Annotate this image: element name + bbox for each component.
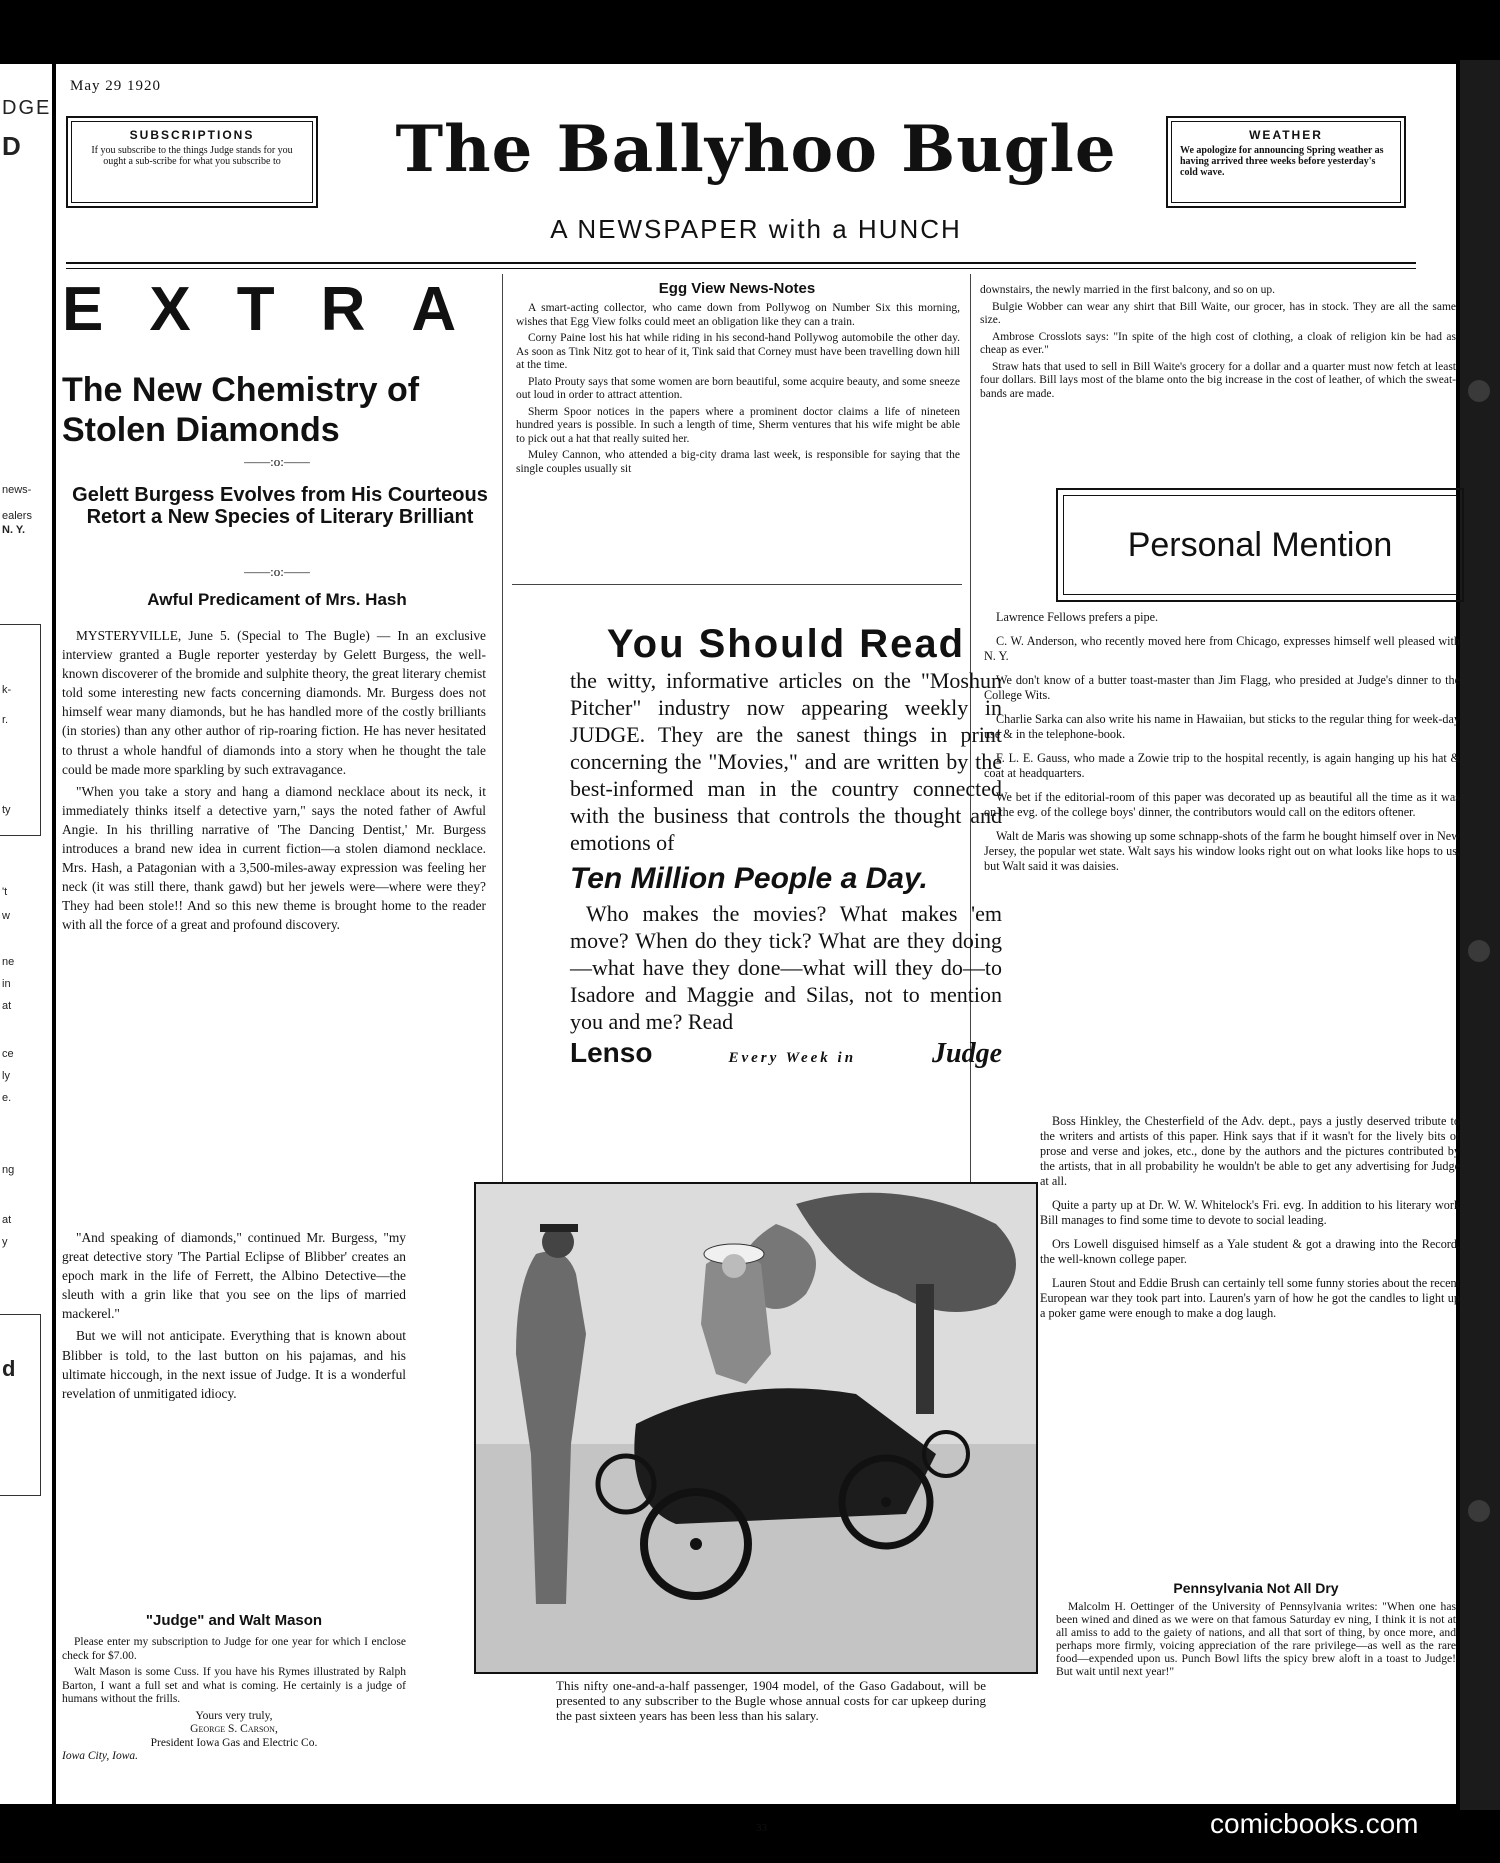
weather-box [1166, 116, 1406, 208]
binding-edge [1460, 60, 1500, 1810]
masthead-rule [66, 262, 1416, 264]
ad-body: the witty, informative articles on the "Moshun Pitcher" industry now appearing weekly in JUDGE. They are the sanest things in print concerning the "Movies," and are written by the best-informed man in the country connected with the business that controls the thought and emotions of [570, 668, 1002, 855]
adjacent-page-edge [0, 64, 52, 1804]
left-fragment: k- [2, 684, 12, 696]
weather-text: We apologize for announcing Spring weather as having arrived three weeks before yesterday's cold wave. [1180, 145, 1384, 178]
left-fragment: ly [2, 1070, 10, 1082]
personal-item: We don't know of a butter toast-master than Jim Flagg, who presided at Judge's dinner to the College Wits. [984, 673, 1460, 702]
weather-heading: WEATHER [1249, 128, 1323, 142]
watermark: comicbooks.com [1210, 1808, 1419, 1839]
subscriptions-box [66, 116, 318, 208]
eggview-paragraph: Sherm Spoor notices in the papers where a prominent doctor claims a life of nineteen hundred years is possible. In such a length of time, Sherm ventures that his wife might be able to pick out a hat that really suited her. [516, 405, 960, 445]
left-fragment: D [2, 131, 21, 161]
eggview-paragraph: Straw hats that used to sell in Bill Waite's grocery for a dollar and a quarter must now fetch at least four dollars. Bill lays most of the blame onto the big increase in the cost of leather, of which the sweat-bands are made. [980, 360, 1456, 400]
eggview-paragraph: A smart-acting collector, who came down from Pollywog on Number Six this morning, wishes that Egg View folks could meet an obligation like they can a train. [516, 302, 960, 328]
eggview-paragraph: Bulgie Wobber can wear any shirt that Bill Waite, our grocer, has in stock. They are all the same size. [980, 300, 1456, 326]
separator: ——:o:—— [244, 564, 310, 579]
letter-heading: "Judge" and Walt Mason [145, 1612, 323, 1629]
eggview-paragraph: downstairs, the newly married in the first balcony, and so on up. [980, 284, 1275, 296]
ad-body-2: Who makes the movies? What makes 'em move? When do they tick? What are they doing—what have they done—what will they do—to Isadore and Maggie and Silas, not to mention you and me? Read [570, 901, 1002, 1034]
left-fragment: DGE [2, 97, 52, 119]
extra-label: EXTRA [62, 275, 503, 344]
masthead-tagline: A NEWSPAPER with a HUNCH [550, 214, 962, 244]
personal-item: Quite a party up at Dr. W. W. Whitelock's Fri. evg. In addition to his literary work Bill manages to find some time to devote to social leading. [1040, 1198, 1460, 1227]
ad-headline: You Should Read [606, 622, 966, 666]
ad-footer-mid: Every Week in [728, 1050, 857, 1066]
automobile-illustration [474, 1182, 1038, 1674]
left-fragment: e. [2, 1092, 12, 1104]
personal-item: Ors Lowell disguised himself as a Yale student & got a drawing into the Record, the well-known college paper. [1040, 1237, 1460, 1266]
binding-ring [1468, 380, 1490, 402]
penn-heading: Pennsylvania Not All Dry [1173, 1580, 1339, 1596]
eggview-heading: Egg View News-Notes [658, 280, 816, 297]
left-fragment: ty [2, 804, 11, 816]
extra-article-cont [62, 1228, 406, 1406]
page-number: 33 [756, 1822, 767, 1834]
personal-mention-items [984, 610, 1460, 883]
ad-footer [570, 1037, 1002, 1070]
ad-footer-name: Lenso [570, 1037, 653, 1068]
separator: ——:o:—— [244, 454, 310, 469]
article-paragraph: "And speaking of diamonds," continued Mr. Burgess, "my great detective story 'The Partial Eclipse of Blibber' creates an epoch mark in the life of Ferrett, the Albino Detective—the sleuth with a grin like that you see on the lips of married mackerel." [62, 1230, 406, 1322]
left-fragment: r. [2, 714, 9, 726]
left-fragment: in [2, 978, 11, 990]
subscriptions-heading: SUBSCRIPTIONS [129, 128, 255, 142]
eggview-paragraph: Corny Paine lost his hat while riding in his second-hand Pollywog automobile the other day. As soon as Tink Nitz got to hear of it, Tink said that Corney must have been travelling down hill at the time. [516, 332, 960, 371]
left-fragment: N. Y. [2, 524, 26, 536]
eggview-paragraph: Plato Prouty says that some women are born beautiful, some acquire beauty, and some sneeze out loud in order to attract attention. [516, 375, 960, 401]
personal-item: Boss Hinkley, the Chesterfield of the Adv. dept., pays a justly deserved tribute to the writers and artists of this paper. Hink says that if it wasn't for the lively bits of prose and verse and jokes, etc., done by the authors and the pictures contributed by the artists, that in all probability he wouldn't be able to get any advertising for Judge at all. [1040, 1114, 1460, 1188]
penn-text: Malcolm H. Oettinger of the University of Pennsylvania writes: "When one has been wined and dined as we were on that famous Saturday ev ning, I think it is not at all amiss to add to the gaiety of nations, and all that sort of thing, by once more, and perhaps more firmly, voicing appreciation of the rare privilege—as well as the rare food—expended upon us. Punch Bowl lifts the spicy brew aloft in a toast to Judge! But wait until next year!" [1056, 1600, 1456, 1678]
letter-title: President Iowa Gas and Electric Co. [150, 1736, 318, 1749]
eggview-paragraph: Ambrose Crosslots says: "In spite of the high cost of clothing, a cloak of religion kin be had as cheap as ever." [980, 330, 1456, 356]
extra-headline: The New Chemistry of Stolen Diamonds [62, 371, 420, 449]
article-paragraph: MYSTERYVILLE, June 5. (Special to The Bugle) — In an exclusive interview granted a Bugle reporter yesterday by Gelett Burgess, the well-known discoverer of the bromide and sulphite theory, the great literary chemist told some interesting new facts concerning diamonds. Mr. Burgess does not himself wear many diamonds, but he has handled more of the costly brilliants (in stories) than any other author of rip-roaring fiction. He has never hesitated to thrust a whole handful of diamonds into a story when he thought the tale could be made more sparkling by such extravagance. [62, 628, 486, 777]
left-fragment: ne [2, 956, 15, 968]
ad-highlight: Ten Million People a Day. [570, 862, 928, 895]
eggview-notes [516, 302, 960, 578]
letter-place: Iowa City, Iowa. [62, 1750, 139, 1762]
left-fragment: w [2, 910, 10, 922]
binding-ring [1468, 1500, 1490, 1522]
letter-paragraph: Walt Mason is some Cuss. If you have his Rymes illustrated by Ralph Barton, I want a full set and what is coming. He certainly is a judge of humans without the frills. [62, 1666, 406, 1705]
letter-closing: Yours very truly, [195, 1709, 273, 1722]
left-fragment: ealers [2, 510, 32, 522]
extra-subhead: Gelett Burgess Evolves from His Courteous Retort a New Species of Literary Brilliant [72, 484, 488, 528]
personal-item: We bet if the editorial-room of this paper was decorated up as beautiful all the time as it was on the evg. of the college boys' dinner, the contributors would call on the editors oftener. [984, 790, 1460, 819]
left-fragment: ng [2, 1164, 15, 1176]
personal-item: F. L. E. Gauss, who made a Zowie trip to the hospital recently, is again hanging up his hat & coat at headquarters. [984, 751, 1460, 780]
personal-mention-items-cont [1040, 1114, 1460, 1330]
left-fragment: at [2, 1000, 12, 1012]
left-fragment: d [2, 1356, 16, 1381]
letter-body [62, 1636, 406, 1764]
article-paragraph: "When you take a story and hang a diamond necklace about its neck, it immediately thinks itself a detective yarn," says the noted father of Awful Angie. In his thrilling narrative of 'The Dancing Dentist,' Mr. Burgess introduces a brand new idea in current fiction—a stolen diamond necklace. Mrs. Hash, a Patagonian with a 3,500-miles-away expression was feeling her neck (it was still there, thank gawd) but her jewels were—where were they? They had been stole!! And so this new theme is brought home to the reader with all the force of a great and profound discovery. [62, 783, 486, 933]
personal-item: C. W. Anderson, who recently moved here from Chicago, expresses himself well pleased with N. Y. [984, 634, 1460, 663]
eggview-paragraph: Muley Cannon, who attended a big-city drama last week, is responsible for saying that the single couples usually sit [516, 449, 960, 475]
left-fragment: news- [2, 484, 32, 496]
personal-item: Charlie Sarka can also write his name in Hawaiian, but sticks to the regular thing for week-day use & in the telephone-book. [984, 712, 1460, 741]
binding-ring [1468, 940, 1490, 962]
extra-subhead-2: Awful Predicament of Mrs. Hash [147, 590, 407, 609]
personal-mention-heading: Personal Mention [1063, 495, 1457, 595]
subscriptions-text: If you subscribe to the things Judge stands for you ought a sub-scribe for what you subscribe to [91, 145, 293, 167]
penn-body [1056, 1600, 1456, 1681]
personal-item: Lauren Stout and Eddie Brush can certainly tell some funny stories about the recent European war they took part into. Lauren's yarn of how he got the candles to light up a poker game were enough to make a dog laugh. [1040, 1276, 1460, 1320]
judge-advertisement [570, 622, 1002, 1070]
eggview-continued [980, 284, 1456, 404]
left-page-box [0, 1314, 41, 1496]
letter-signer: George S. Carson, [190, 1723, 278, 1735]
left-page-box [0, 624, 41, 836]
issue-date: May 29 1920 [70, 78, 161, 94]
personal-item: Walt de Maris was showing up some schnapp-shots of the farm he bought himself over in New Jersey, the popular wet state. Walt says his window looks right out on what looks like hops to us, but Walt said it was daisies. [984, 829, 1460, 873]
masthead-title: The Ballyhoo Bugle [395, 112, 1117, 187]
left-fragment: y [2, 1236, 8, 1248]
left-fragment: at [2, 1214, 12, 1226]
extra-article [62, 626, 486, 938]
illustration-caption: This nifty one-and-a-half passenger, 1904 model, of the Gaso Gadabout, will be presented to any subscriber to the Bugle whose annual costs for car upkeep during the past sixteen years has been less than his salary. [556, 1678, 986, 1723]
letter-paragraph: Please enter my subscription to Judge for one year for which I enclose check for $7.00. [62, 1636, 406, 1662]
personal-item: Lawrence Fellows prefers a pipe. [996, 610, 1159, 624]
masthead-rule [66, 268, 1416, 269]
left-fragment: 't [2, 886, 8, 898]
article-paragraph: But we will not anticipate. Everything that is known about Blibber is told, to the last button on his pajamas, and his ultimate hiccough, in the next issue of Judge. It is a wonderful revelation of unmitigated idiocy. [62, 1328, 406, 1401]
left-fragment: ce [2, 1048, 14, 1060]
section-divider [512, 584, 962, 585]
personal-mention-box [1056, 488, 1464, 602]
ad-footer-pub: Judge [932, 1038, 1002, 1069]
